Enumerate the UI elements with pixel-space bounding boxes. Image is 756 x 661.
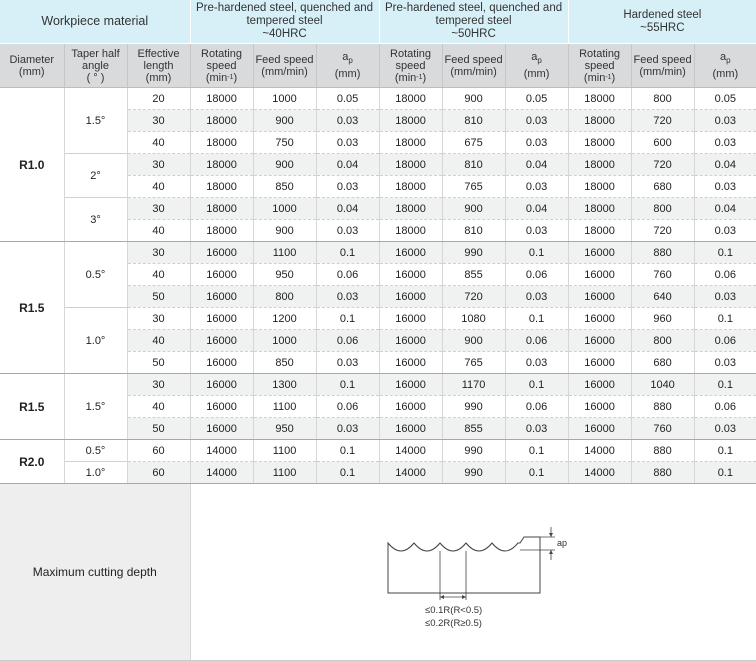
rotating-speed-cell: 18000	[568, 154, 631, 176]
rotating-speed-cell: 16000	[190, 396, 253, 418]
rotating-speed-cell: 18000	[568, 132, 631, 154]
ap-cell: 0.03	[316, 176, 379, 198]
ap-cell: 0.03	[505, 110, 568, 132]
rotating-speed-cell: 16000	[568, 308, 631, 330]
effective-length-cell: 30	[127, 308, 190, 330]
ap-cell: 0.03	[694, 132, 756, 154]
effective-length-cell: 40	[127, 330, 190, 352]
diameter-cell: R1.0	[0, 88, 64, 242]
ap-cell: 0.1	[694, 242, 756, 264]
feed-speed-cell: 880	[631, 462, 694, 484]
feed-speed-cell: 850	[253, 176, 316, 198]
rotating-speed-cell: 14000	[190, 440, 253, 462]
rotating-speed-cell: 16000	[568, 374, 631, 396]
feed-speed-cell: 960	[631, 308, 694, 330]
ap-cell: 0.1	[316, 374, 379, 396]
taper-angle-cell: 2°	[64, 154, 127, 198]
feed-speed-cell: 1000	[253, 330, 316, 352]
feed-speed-cell: 900	[253, 154, 316, 176]
cutting-depth-diagram	[373, 525, 573, 635]
rotating-speed-cell: 18000	[379, 110, 442, 132]
rotating-speed-cell: 16000	[379, 308, 442, 330]
feed-speed-header: Feed speed (mm/min)	[253, 44, 316, 88]
feed-speed-cell: 750	[253, 132, 316, 154]
ap-cell: 0.06	[505, 396, 568, 418]
rotating-speed-cell: 14000	[379, 440, 442, 462]
ap-cell: 0.06	[505, 330, 568, 352]
rotating-speed-cell: 16000	[379, 418, 442, 440]
feed-speed-cell: 760	[631, 418, 694, 440]
feed-speed-cell: 1100	[253, 242, 316, 264]
feed-speed-cell: 880	[631, 242, 694, 264]
ap-cell: 0.04	[694, 154, 756, 176]
ap-cell: 0.03	[316, 132, 379, 154]
rotating-speed-header: Rotating speed $(\min^{-1})$	[190, 44, 253, 88]
ap-cell: 0.1	[694, 462, 756, 484]
feed-speed-cell: 1040	[631, 374, 694, 396]
ap-cell: 0.04	[505, 154, 568, 176]
rotating-speed-cell: 16000	[379, 264, 442, 286]
effective-length-cell: 60	[127, 462, 190, 484]
rotating-speed-cell: 16000	[568, 418, 631, 440]
ap-cell: 0.1	[316, 242, 379, 264]
rotating-speed-cell: 16000	[379, 286, 442, 308]
feed-speed-cell: 855	[442, 418, 505, 440]
feed-speed-cell: 810	[442, 220, 505, 242]
ap-cell: 0.03	[694, 286, 756, 308]
effective-length-cell: 40	[127, 132, 190, 154]
max-depth-diagram-cell	[190, 484, 756, 661]
feed-speed-cell: 680	[631, 352, 694, 374]
ap-cell: 0.06	[316, 264, 379, 286]
ap-cell: 0.03	[316, 286, 379, 308]
rotating-speed-cell: 18000	[568, 220, 631, 242]
effective-length-cell: 30	[127, 374, 190, 396]
rotating-speed-cell: 18000	[379, 132, 442, 154]
ap-cell: 0.1	[505, 308, 568, 330]
rotating-speed-cell: 18000	[190, 176, 253, 198]
table-row	[0, 440, 756, 462]
feed-speed-cell: 950	[253, 418, 316, 440]
effective-length-cell: 40	[127, 264, 190, 286]
rotating-speed-cell: 16000	[190, 352, 253, 374]
feed-speed-cell: 990	[442, 440, 505, 462]
rotating-speed-cell: 16000	[190, 330, 253, 352]
ap-cell: 0.03	[505, 220, 568, 242]
rotating-speed-cell: 16000	[568, 352, 631, 374]
rotating-speed-cell: 16000	[190, 308, 253, 330]
feed-speed-cell: 800	[631, 330, 694, 352]
ap-cell: 0.03	[694, 110, 756, 132]
ap-cell: 0.1	[505, 462, 568, 484]
taper-angle-cell: 0.5°	[64, 440, 127, 462]
rotating-speed-cell: 18000	[190, 154, 253, 176]
ap-cell: 0.03	[694, 352, 756, 374]
taper-angle-cell: 1.0°	[64, 308, 127, 374]
rotating-speed-header: Rotating speed $(\min^{-1})$	[379, 44, 442, 88]
feed-speed-cell: 990	[442, 242, 505, 264]
material-50hrc-header: Pre-hardened steel, quenched and tempered steel ~50HRC	[379, 0, 568, 44]
feed-speed-cell: 1100	[253, 440, 316, 462]
feed-speed-cell: 765	[442, 176, 505, 198]
feed-speed-cell: 855	[442, 264, 505, 286]
max-depth-label: Maximum cutting depth	[0, 484, 190, 661]
ap-cell: 0.03	[316, 352, 379, 374]
table-row	[0, 242, 756, 264]
ap-header: $a_p$ (mm)	[505, 44, 568, 88]
rotating-speed-cell: 16000	[190, 242, 253, 264]
feed-speed-cell: 850	[253, 352, 316, 374]
feed-speed-cell: 680	[631, 176, 694, 198]
rotating-speed-cell: 14000	[568, 462, 631, 484]
feed-speed-cell: 800	[253, 286, 316, 308]
feed-speed-cell: 720	[631, 110, 694, 132]
rotating-speed-cell: 16000	[568, 264, 631, 286]
ap-cell: 0.03	[505, 176, 568, 198]
feed-speed-cell: 720	[631, 154, 694, 176]
feed-speed-cell: 900	[253, 110, 316, 132]
ap-cell: 0.06	[316, 396, 379, 418]
rotating-speed-cell: 18000	[568, 198, 631, 220]
taper-angle-cell: 1.5°	[64, 374, 127, 440]
rotating-speed-cell: 14000	[379, 462, 442, 484]
ap-cell: 0.06	[694, 396, 756, 418]
rotating-speed-cell: 16000	[379, 352, 442, 374]
effective-length-cell: 50	[127, 286, 190, 308]
ap-header: $a_p$ (mm)	[694, 44, 756, 88]
rotating-speed-cell: 18000	[190, 198, 253, 220]
rotating-speed-cell: 16000	[379, 396, 442, 418]
feed-speed-cell: 1000	[253, 198, 316, 220]
ap-header: $a_p$ (mm)	[316, 44, 379, 88]
effective-length-cell: 50	[127, 352, 190, 374]
feed-speed-cell: 900	[253, 220, 316, 242]
ap-cell: 0.03	[316, 418, 379, 440]
feed-speed-cell: 720	[631, 220, 694, 242]
ap-cell: 0.03	[694, 418, 756, 440]
feed-speed-header: Feed speed (mm/min)	[442, 44, 505, 88]
feed-speed-cell: 900	[442, 330, 505, 352]
ap-cell: 0.03	[316, 110, 379, 132]
table-body	[0, 88, 756, 484]
effective-length-cell: 30	[127, 242, 190, 264]
feed-speed-cell: 765	[442, 352, 505, 374]
rotating-speed-header: Rotating speed $(\min^{-1})$	[568, 44, 631, 88]
effective-length-cell: 30	[127, 154, 190, 176]
effective-length-header: Effective length (mm)	[127, 44, 190, 88]
ap-cell: 0.05	[505, 88, 568, 110]
feed-speed-cell: 675	[442, 132, 505, 154]
taper-angle-cell: 0.5°	[64, 242, 127, 308]
table-row	[0, 88, 756, 110]
diameter-cell: R2.0	[0, 440, 64, 484]
rotating-speed-cell: 16000	[379, 242, 442, 264]
ap-cell: 0.1	[316, 308, 379, 330]
rotating-speed-cell: 18000	[379, 198, 442, 220]
table-row	[0, 154, 756, 176]
cusp-note-1: ≤0.1R(R<0.5)	[425, 604, 483, 616]
feed-speed-cell: 900	[442, 198, 505, 220]
feed-speed-cell: 640	[631, 286, 694, 308]
rotating-speed-cell: 16000	[568, 286, 631, 308]
rotating-speed-cell: 16000	[568, 396, 631, 418]
workpiece-material-header: Workpiece material	[0, 0, 190, 44]
rotating-speed-cell: 18000	[568, 176, 631, 198]
rotating-speed-cell: 18000	[379, 220, 442, 242]
ap-cell: 0.03	[694, 220, 756, 242]
feed-speed-cell: 900	[442, 88, 505, 110]
rotating-speed-cell: 16000	[568, 330, 631, 352]
taper-angle-header: Taper half angle ( ° )	[64, 44, 127, 88]
feed-speed-cell: 800	[631, 198, 694, 220]
max-depth-row	[0, 484, 756, 661]
ap-cell: 0.04	[316, 198, 379, 220]
feed-speed-cell: 950	[253, 264, 316, 286]
feed-speed-cell: 1000	[253, 88, 316, 110]
ap-cell: 0.03	[505, 352, 568, 374]
ap-cell: 0.04	[694, 198, 756, 220]
rotating-speed-cell: 18000	[190, 110, 253, 132]
feed-speed-cell: 880	[631, 396, 694, 418]
feed-speed-cell: 1300	[253, 374, 316, 396]
rotating-speed-cell: 16000	[190, 264, 253, 286]
ap-cell: 0.04	[316, 154, 379, 176]
feed-speed-cell: 1200	[253, 308, 316, 330]
feed-speed-cell: 810	[442, 110, 505, 132]
taper-angle-cell: 1.5°	[64, 88, 127, 154]
rotating-speed-cell: 18000	[190, 88, 253, 110]
ap-cell: 0.03	[505, 132, 568, 154]
rotating-speed-cell: 18000	[379, 154, 442, 176]
taper-angle-cell: 3°	[64, 198, 127, 242]
rotating-speed-cell: 14000	[568, 440, 631, 462]
ap-cell: 0.04	[505, 198, 568, 220]
effective-length-cell: 30	[127, 110, 190, 132]
effective-length-cell: 40	[127, 176, 190, 198]
ap-cell: 0.1	[694, 374, 756, 396]
effective-length-cell: 60	[127, 440, 190, 462]
ap-cell: 0.06	[694, 264, 756, 286]
ap-cell: 0.05	[316, 88, 379, 110]
rotating-speed-cell: 16000	[190, 374, 253, 396]
ap-cell: 0.03	[505, 418, 568, 440]
rotating-speed-cell: 18000	[190, 132, 253, 154]
ap-cell: 0.1	[505, 374, 568, 396]
material-55hrc-header: Hardened steel ~55HRC	[568, 0, 756, 44]
rotating-speed-cell: 16000	[379, 374, 442, 396]
effective-length-cell: 50	[127, 418, 190, 440]
ap-diagram-label: ap	[557, 537, 568, 548]
ap-cell: 0.1	[505, 242, 568, 264]
rotating-speed-cell: 18000	[568, 110, 631, 132]
rotating-speed-cell: 18000	[379, 176, 442, 198]
feed-speed-cell: 990	[442, 462, 505, 484]
feed-speed-cell: 600	[631, 132, 694, 154]
rotating-speed-cell: 16000	[190, 418, 253, 440]
feed-speed-cell: 1080	[442, 308, 505, 330]
effective-length-cell: 20	[127, 88, 190, 110]
rotating-speed-cell: 16000	[568, 242, 631, 264]
feed-speed-cell: 810	[442, 154, 505, 176]
ap-cell: 0.06	[694, 330, 756, 352]
feed-speed-cell: 1170	[442, 374, 505, 396]
ap-cell: 0.1	[694, 308, 756, 330]
rotating-speed-cell: 18000	[568, 88, 631, 110]
ap-cell: 0.03	[316, 220, 379, 242]
table-row	[0, 374, 756, 396]
ap-cell: 0.05	[694, 88, 756, 110]
effective-length-cell: 40	[127, 396, 190, 418]
ap-cell: 0.06	[316, 330, 379, 352]
rotating-speed-cell: 14000	[190, 462, 253, 484]
rotating-speed-cell: 16000	[379, 330, 442, 352]
ap-cell: 0.1	[316, 462, 379, 484]
ap-cell: 0.1	[316, 440, 379, 462]
rotating-speed-cell: 16000	[190, 286, 253, 308]
effective-length-cell: 30	[127, 198, 190, 220]
ap-cell: 0.1	[505, 440, 568, 462]
diameter-cell: R1.5	[0, 242, 64, 374]
feed-speed-cell: 720	[442, 286, 505, 308]
rotating-speed-cell: 18000	[379, 88, 442, 110]
material-40hrc-header: Pre-hardened steel, quenched and tempered steel ~40HRC	[190, 0, 379, 44]
table-row	[0, 462, 756, 484]
taper-angle-cell: 1.0°	[64, 462, 127, 484]
feed-speed-cell: 1100	[253, 396, 316, 418]
feed-speed-cell: 800	[631, 88, 694, 110]
header-row-materials	[0, 0, 756, 44]
diameter-cell: R1.5	[0, 374, 64, 440]
cusp-note-2: ≤0.2R(R≥0.5)	[425, 617, 483, 629]
rotating-speed-cell: 18000	[190, 220, 253, 242]
header-row-columns	[0, 44, 756, 88]
table-row	[0, 198, 756, 220]
ap-cell: 0.06	[505, 264, 568, 286]
effective-length-cell: 40	[127, 220, 190, 242]
feed-speed-cell: 990	[442, 396, 505, 418]
feed-speed-cell: 760	[631, 264, 694, 286]
feed-speed-header: Feed speed (mm/min)	[631, 44, 694, 88]
ap-cell: 0.03	[505, 286, 568, 308]
ap-cell: 0.1	[694, 440, 756, 462]
ap-cell: 0.03	[694, 176, 756, 198]
diameter-header: Diameter (mm)	[0, 44, 64, 88]
feed-speed-cell: 1100	[253, 462, 316, 484]
table-row	[0, 308, 756, 330]
feed-speed-cell: 880	[631, 440, 694, 462]
